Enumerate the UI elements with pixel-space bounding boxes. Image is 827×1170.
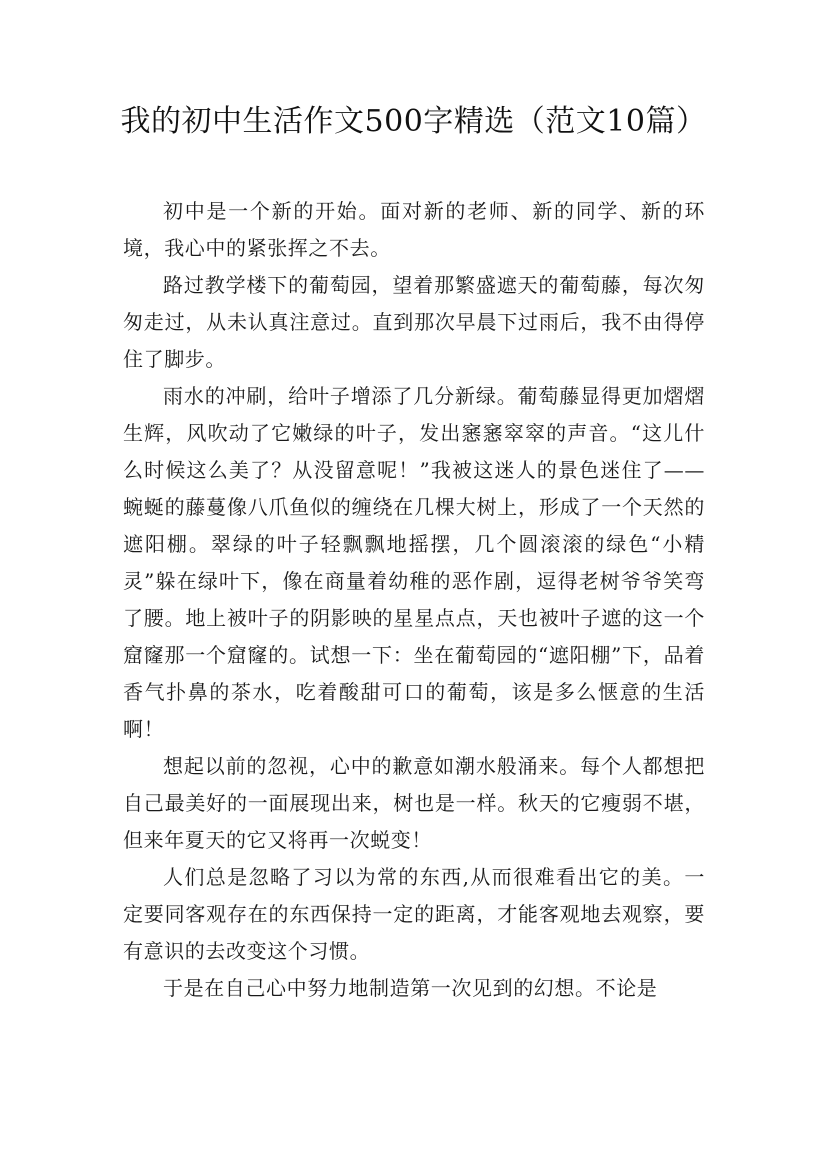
document-title: 我的初中生活作文500字精选（范文10篇） (120, 104, 707, 139)
paragraph: 路过教学楼下的葡萄园，望着那繁盛遮天的葡萄藤，每次匆匆走过，从未认真注意过。直到那次早晨下过雨后，我不由得停住了脚步。 (123, 273, 705, 371)
paragraph: 于是在自己心中努力地制造第一次见到的幻想。不论是 (163, 976, 658, 1000)
paragraph: 雨水的冲刷，给叶子增添了几分新绿。葡萄藤显得更加熠熠生辉，风吹动了它嫩绿的叶子，发出窸窸窣窣的声音。“这儿什么时候这么美了？从没留意呢！”我被这迷人的景色迷住了——蜿蜒的藤蔓像八爪鱼似的缠绕在几棵大树上，形成了一个天然的遮阳棚。翠绿的叶子轻飘飘地摇摆，几个圆滚滚的绿色“小精灵”躲在绿叶下，像在商量着幼稚的恶作剧，逗得老树爷爷笑弯了腰。地上被叶子的阴影映的星星点点，天也被叶子遮的这一个窟窿那一个窟窿的。试想一下：坐在葡萄园的“遮阳棚”下，品着香气扑鼻的茶水，吃着酸甜可口的葡萄，该是多么惬意的生活啊！ (123, 384, 705, 741)
paragraph: 人们总是忽略了习以为常的东西,从而很难看出它的美。一定要同客观存在的东西保持一定的距离，才能客观地去观察，要有意识的去改变这个习惯。 (123, 865, 705, 963)
paragraph: 初中是一个新的开始。面对新的老师、新的同学、新的环境，我心中的紧张挥之不去。 (123, 199, 705, 260)
document-body (123, 193, 705, 1007)
paragraph: 想起以前的忽视，心中的歉意如潮水般涌来。每个人都想把自己最美好的一面展现出来，树也是一样。秋天的它瘦弱不堪，但来年夏天的它又将再一次蜕变！ (123, 754, 705, 852)
